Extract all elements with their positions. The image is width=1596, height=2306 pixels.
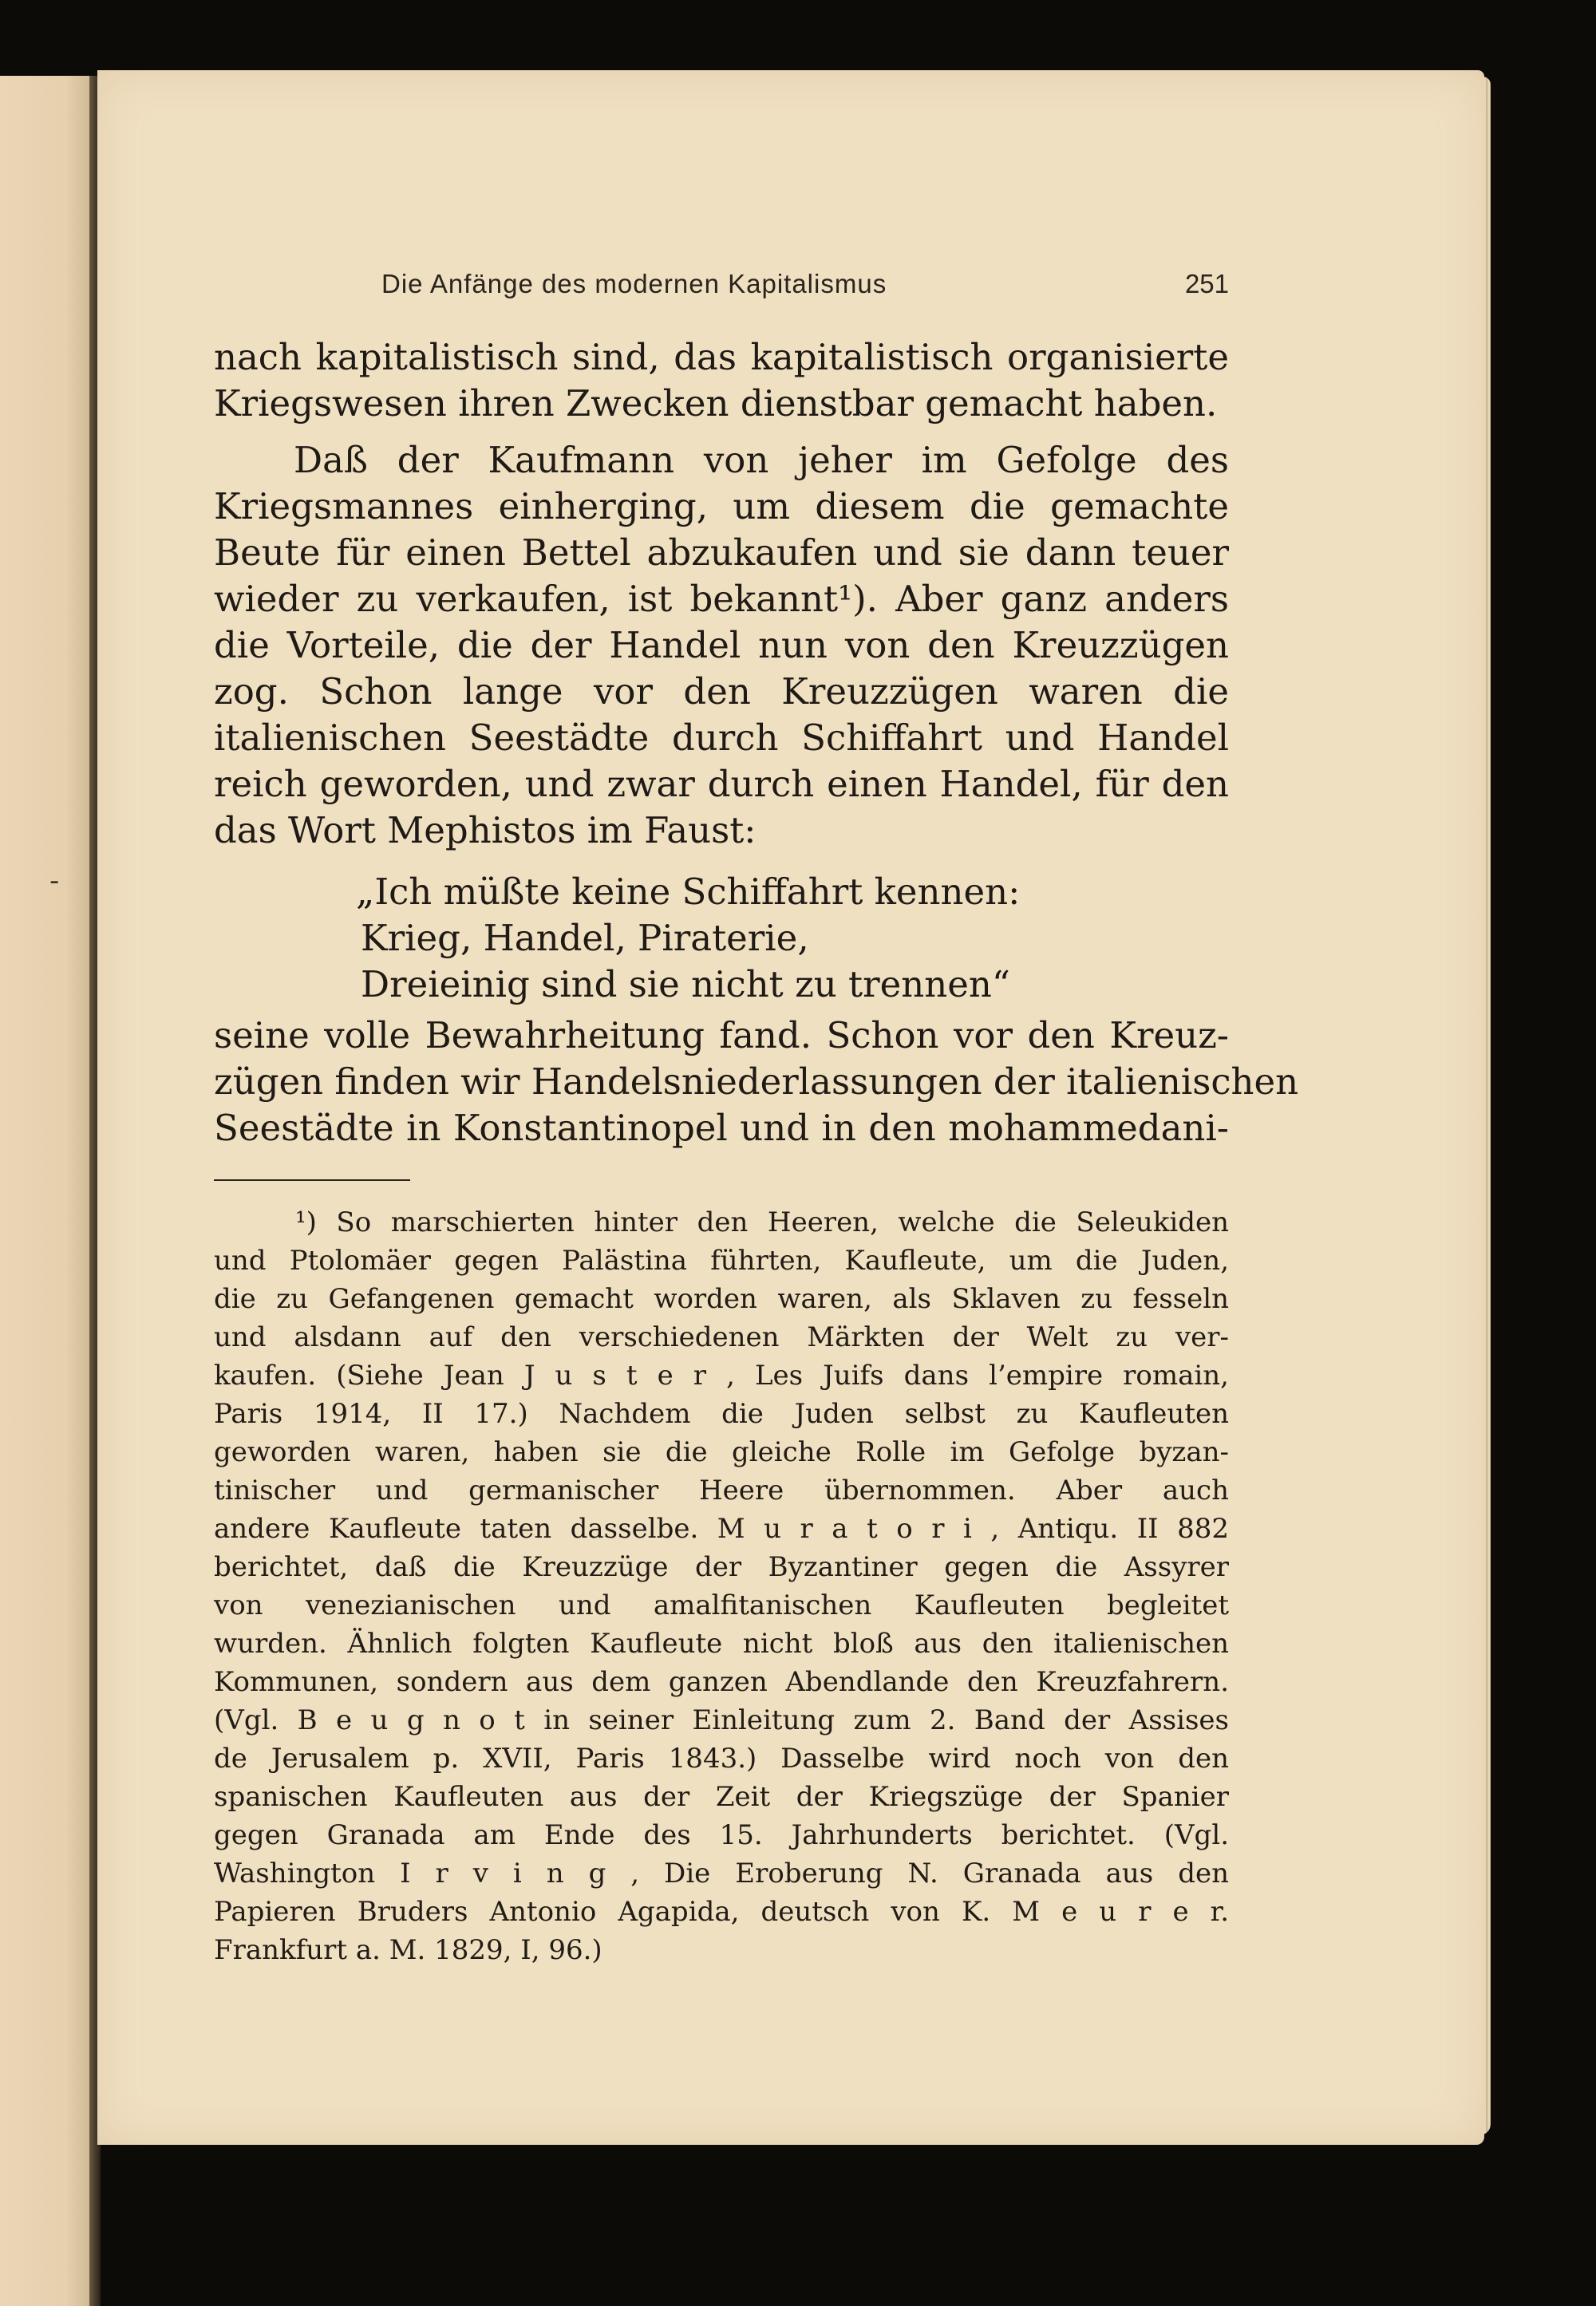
verse-line: Krieg, Handel, Piraterie, [361, 917, 809, 959]
body-line: wieder zu verkaufen, ist bekannt¹). Aber ganz anders [214, 578, 1229, 620]
footnote-line: spanischen Kaufleuten aus der Zeit der Kriegszüge der Spanier [214, 1781, 1229, 1813]
body-line: zügen finden wir Handelsniederlassungen der italienischen [214, 1060, 1299, 1103]
margin-mark: - [49, 865, 60, 897]
footnote-line: gegen Granada am Ende des 15. Jahrhunderts berichtet. (Vgl. [214, 1819, 1229, 1851]
body-line: Kriegsmannes einherging, um diesem die gemachte [214, 485, 1229, 527]
footnote-rule [214, 1179, 410, 1181]
footnote-line: Kommunen, sondern aus dem ganzen Abendlande den Kreuzfahrern. [214, 1666, 1229, 1698]
footnote-line: Paris 1914, II 17.) Nachdem die Juden selbst zu Kaufleuten [214, 1398, 1229, 1430]
footnote-line: Washington I r v i n g , Die Eroberung N. Granada aus den [214, 1858, 1229, 1889]
footnote-line: die zu Gefangenen gemacht worden waren, als Sklaven zu fesseln [214, 1283, 1229, 1315]
body-line: Seestädte in Konstantinopel und in den mohammedani- [214, 1107, 1229, 1149]
body-line: das Wort Mephistos im Faust: [214, 809, 757, 851]
footnote-line: und alsdann auf den verschiedenen Märkten der Welt zu ver- [214, 1321, 1229, 1353]
footnote-line: Frankfurt a. M. 1829, I, 96.) [214, 1934, 602, 1966]
body-line: die Vorteile, die der Handel nun von den Kreuzzügen [214, 624, 1229, 666]
footnote-line: geworden waren, haben sie die gleiche Rolle im Gefolge byzan- [214, 1436, 1229, 1468]
page-number: 251 [1184, 269, 1229, 298]
footnote-line: tinischer und germanischer Heere übernommen. Aber auch [214, 1475, 1229, 1506]
left-page-edge [0, 76, 94, 2306]
body-line: Beute für einen Bettel abzukaufen und sie dann teuer [214, 531, 1229, 574]
body-line: seine volle Bewahrheitung fand. Schon vor den Kreuz- [214, 1014, 1229, 1056]
body-line: italienischen Seestädte durch Schiffahrt und Handel [214, 717, 1229, 759]
footnote-line: kaufen. (Siehe Jean J u s t e r , Les Juifs dans l’empire romain, [214, 1360, 1229, 1392]
body-line: zog. Schon lange vor den Kreuzzügen waren die [214, 670, 1229, 713]
footnote-line: berichtet, daß die Kreuzzüge der Byzantiner gegen die Assyrer [214, 1551, 1229, 1583]
footnote-line: Papieren Bruders Antonio Agapida, deutsch von K. M e u r e r. [214, 1896, 1229, 1928]
body-line: Kriegswesen ihren Zwecken dienstbar gemacht haben. [214, 382, 1218, 424]
footnote-line: andere Kaufleute taten dasselbe. M u r a t o r i , Antiqu. II 882 [214, 1513, 1229, 1545]
body-line: Daß der Kaufmann von jeher im Gefolge des [294, 439, 1229, 481]
body-line: nach kapitalistisch sind, das kapitalistisch organisierte [214, 336, 1229, 378]
footnote-line: ¹) So marschierten hinter den Heeren, welche die Seleukiden [295, 1206, 1229, 1238]
footnote-line: wurden. Ähnlich folgten Kaufleute nicht bloß aus den italienischen [214, 1628, 1229, 1660]
verse-line: „Ich müßte keine Schiffahrt kennen: [356, 871, 1021, 913]
verse-line: Dreieinig sind sie nicht zu trennen“ [361, 963, 1010, 1005]
running-header [381, 269, 1229, 307]
footnote-line: de Jerusalem p. XVII, Paris 1843.) Dasselbe wird noch von den [214, 1743, 1229, 1775]
body-line: reich geworden, und zwar durch einen Handel, für den [214, 763, 1229, 805]
footnote-line: und Ptolomäer gegen Palästina führten, Kaufleute, um die Juden, [214, 1245, 1229, 1277]
header-title: Die Anfänge des modernen Kapitalismus [381, 269, 887, 298]
footnote-line: von venezianischen und amalfitanischen Kaufleuten begleitet [214, 1589, 1229, 1621]
footnote-line: (Vgl. B e u g n o t in seiner Einleitung zum 2. Band der Assises [214, 1704, 1229, 1736]
